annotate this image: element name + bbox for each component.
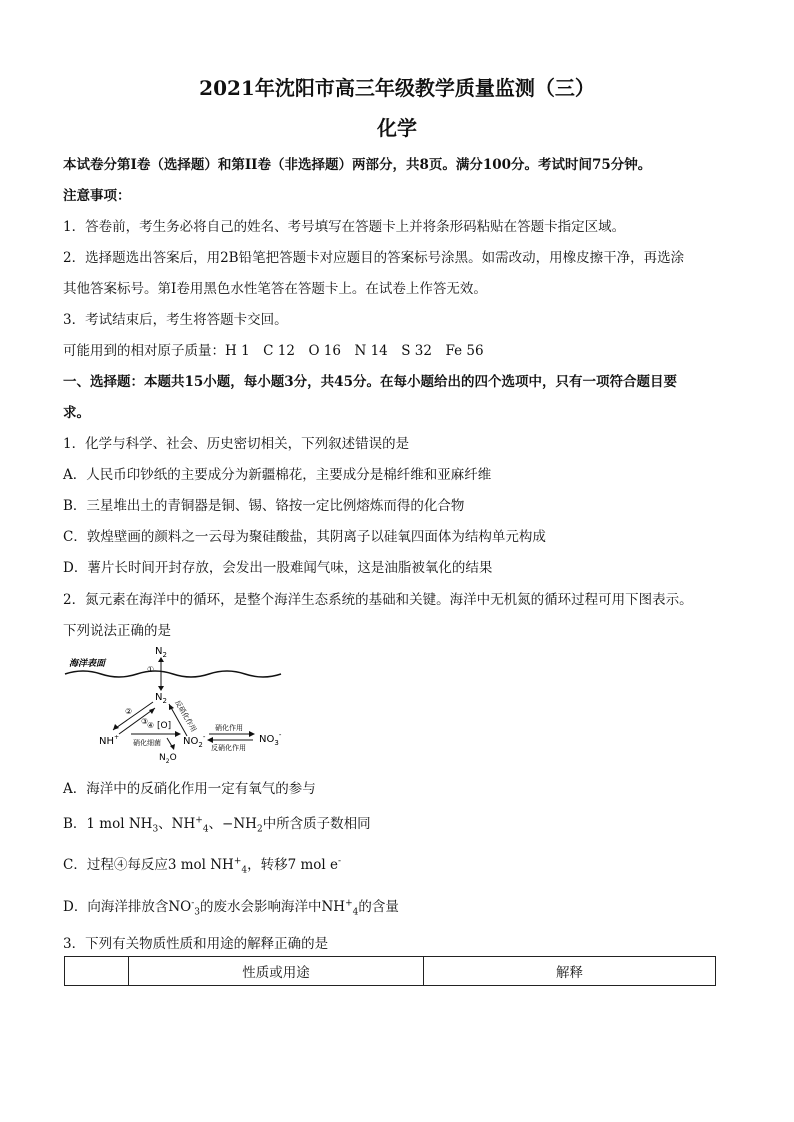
q1-option-a: A．人民币印钞纸的主要成分为新疆棉花，主要成分是棉纤维和亚麻纤维 — [63, 467, 492, 483]
atomic-mass-line: 可能用到的相对原子质量：H 1 C 12 O 16 N 14 S 32 Fe 56 — [63, 343, 484, 359]
notes-heading: 注意事项： — [63, 188, 131, 204]
table-header-property: 性质或用途 — [129, 957, 424, 986]
table-row — [65, 957, 716, 986]
exam-title: 2021年沈阳市高三年级教学质量监测（三） — [199, 76, 595, 100]
q1-option-d: D．薯片长时间开封存放，会发出一股难闻气味，这是油脂被氧化的结果 — [63, 560, 493, 576]
table-cell-index — [65, 957, 129, 986]
no2-label: $NO_2^-$ — [183, 733, 206, 749]
subject-title: 化学 — [377, 116, 417, 140]
arrow-4-head — [175, 731, 181, 737]
q1-option-b: B．三星堆出土的青铜器是铜、锡、铬按一定比例熔炼而得的化合物 — [63, 498, 465, 514]
exam-intro: 本试卷分第I卷（选择题）和第II卷（非选择题）两部分，共8页。满分100分。考试时间75分钟。 — [63, 157, 652, 173]
table-header-explanation: 解释 — [424, 957, 716, 986]
o2-label: [O] — [157, 721, 172, 731]
arrow-3-head — [149, 708, 155, 714]
q2-option-c: C．过程④每反应3 mol $NH^+_4$，转移7 mol e- — [63, 856, 342, 876]
sea-surface-wave — [65, 671, 281, 677]
q3-stem: 3．下列有关物质性质和用途的解释正确的是 — [63, 936, 329, 952]
denitrification-label: 反硝化作用 — [173, 699, 198, 734]
section1-heading: 一、选择题：本题共15小题，每小题3分，共45分。在每小题给出的四个选项中，只有一项符合题目要 — [63, 374, 677, 390]
nh4-label: NH+ — [99, 734, 120, 747]
arrow-1-head-down — [158, 686, 164, 691]
section1-heading-cont: 求。 — [63, 405, 90, 421]
nitrogen-cycle-diagram — [63, 644, 303, 764]
nitrifying-bacteria-label: 硝化细菌 — [133, 739, 161, 747]
arrow-nitrification-head — [249, 731, 255, 737]
n2-top-label: $N_2$ — [155, 646, 167, 659]
sea-surface-label: 海洋表面 — [69, 659, 106, 669]
q2-option-a: A．海洋中的反硝化作用一定有氧气的参与 — [63, 781, 316, 797]
nitrification-label: 硝化作用 — [215, 724, 243, 732]
q1-stem: 1．化学与科学、社会、历史密切相关，下列叙述错误的是 — [63, 436, 410, 452]
q2-option-b: B．1 mol $NH_3$、$NH^+_4$、$-NH_2$中所含质子数相同 — [63, 815, 371, 835]
no3-label: $NO_3^-$ — [259, 731, 282, 747]
denitrification-label-2: 反硝化作用 — [211, 744, 246, 752]
step-2-label: ② — [125, 707, 133, 716]
n2o-label: $N_2O$ — [159, 753, 177, 764]
note-item-3: 3．考试结束后，考生将答题卡交回。 — [63, 312, 288, 328]
arrow-denitrification-2-head — [207, 737, 213, 743]
note-item-2b: 其他答案标号。第I卷用黑色水性笔答在答题卡上。在试卷上作答无效。 — [63, 281, 487, 297]
step-3-label: ③ — [141, 717, 149, 726]
n2-label: $N_2$ — [155, 692, 167, 705]
q1-option-c: C．敦煌壁画的颜料之一云母为聚硅酸盐，其阴离子以硅氧四面体为结构单元构成 — [63, 529, 546, 545]
step-4-label: ④ — [147, 721, 155, 730]
q2-option-d: D．向海洋排放含$NO^-_3$的废水会影响海洋中$NH^+_4$的含量 — [63, 898, 399, 918]
q2-stem-cont: 下列说法正确的是 — [63, 623, 171, 639]
q3-table — [64, 956, 716, 986]
note-item-1: 1．答卷前，考生务必将自己的姓名、考号填写在答题卡上并将条形码粘贴在答题卡指定区域。 — [63, 219, 626, 235]
q2-stem: 2．氮元素在海洋中的循环，是整个海洋生态系统的基础和关键。海洋中无机氮的循环过程可用下图表示。 — [63, 592, 693, 608]
step-1-label: ① — [147, 665, 155, 674]
note-item-2a: 2．选择题选出答案后，用2B铅笔把答题卡对应题目的答案标号涂黑。如需改动，用橡皮擦干净，再选涂 — [63, 250, 685, 266]
